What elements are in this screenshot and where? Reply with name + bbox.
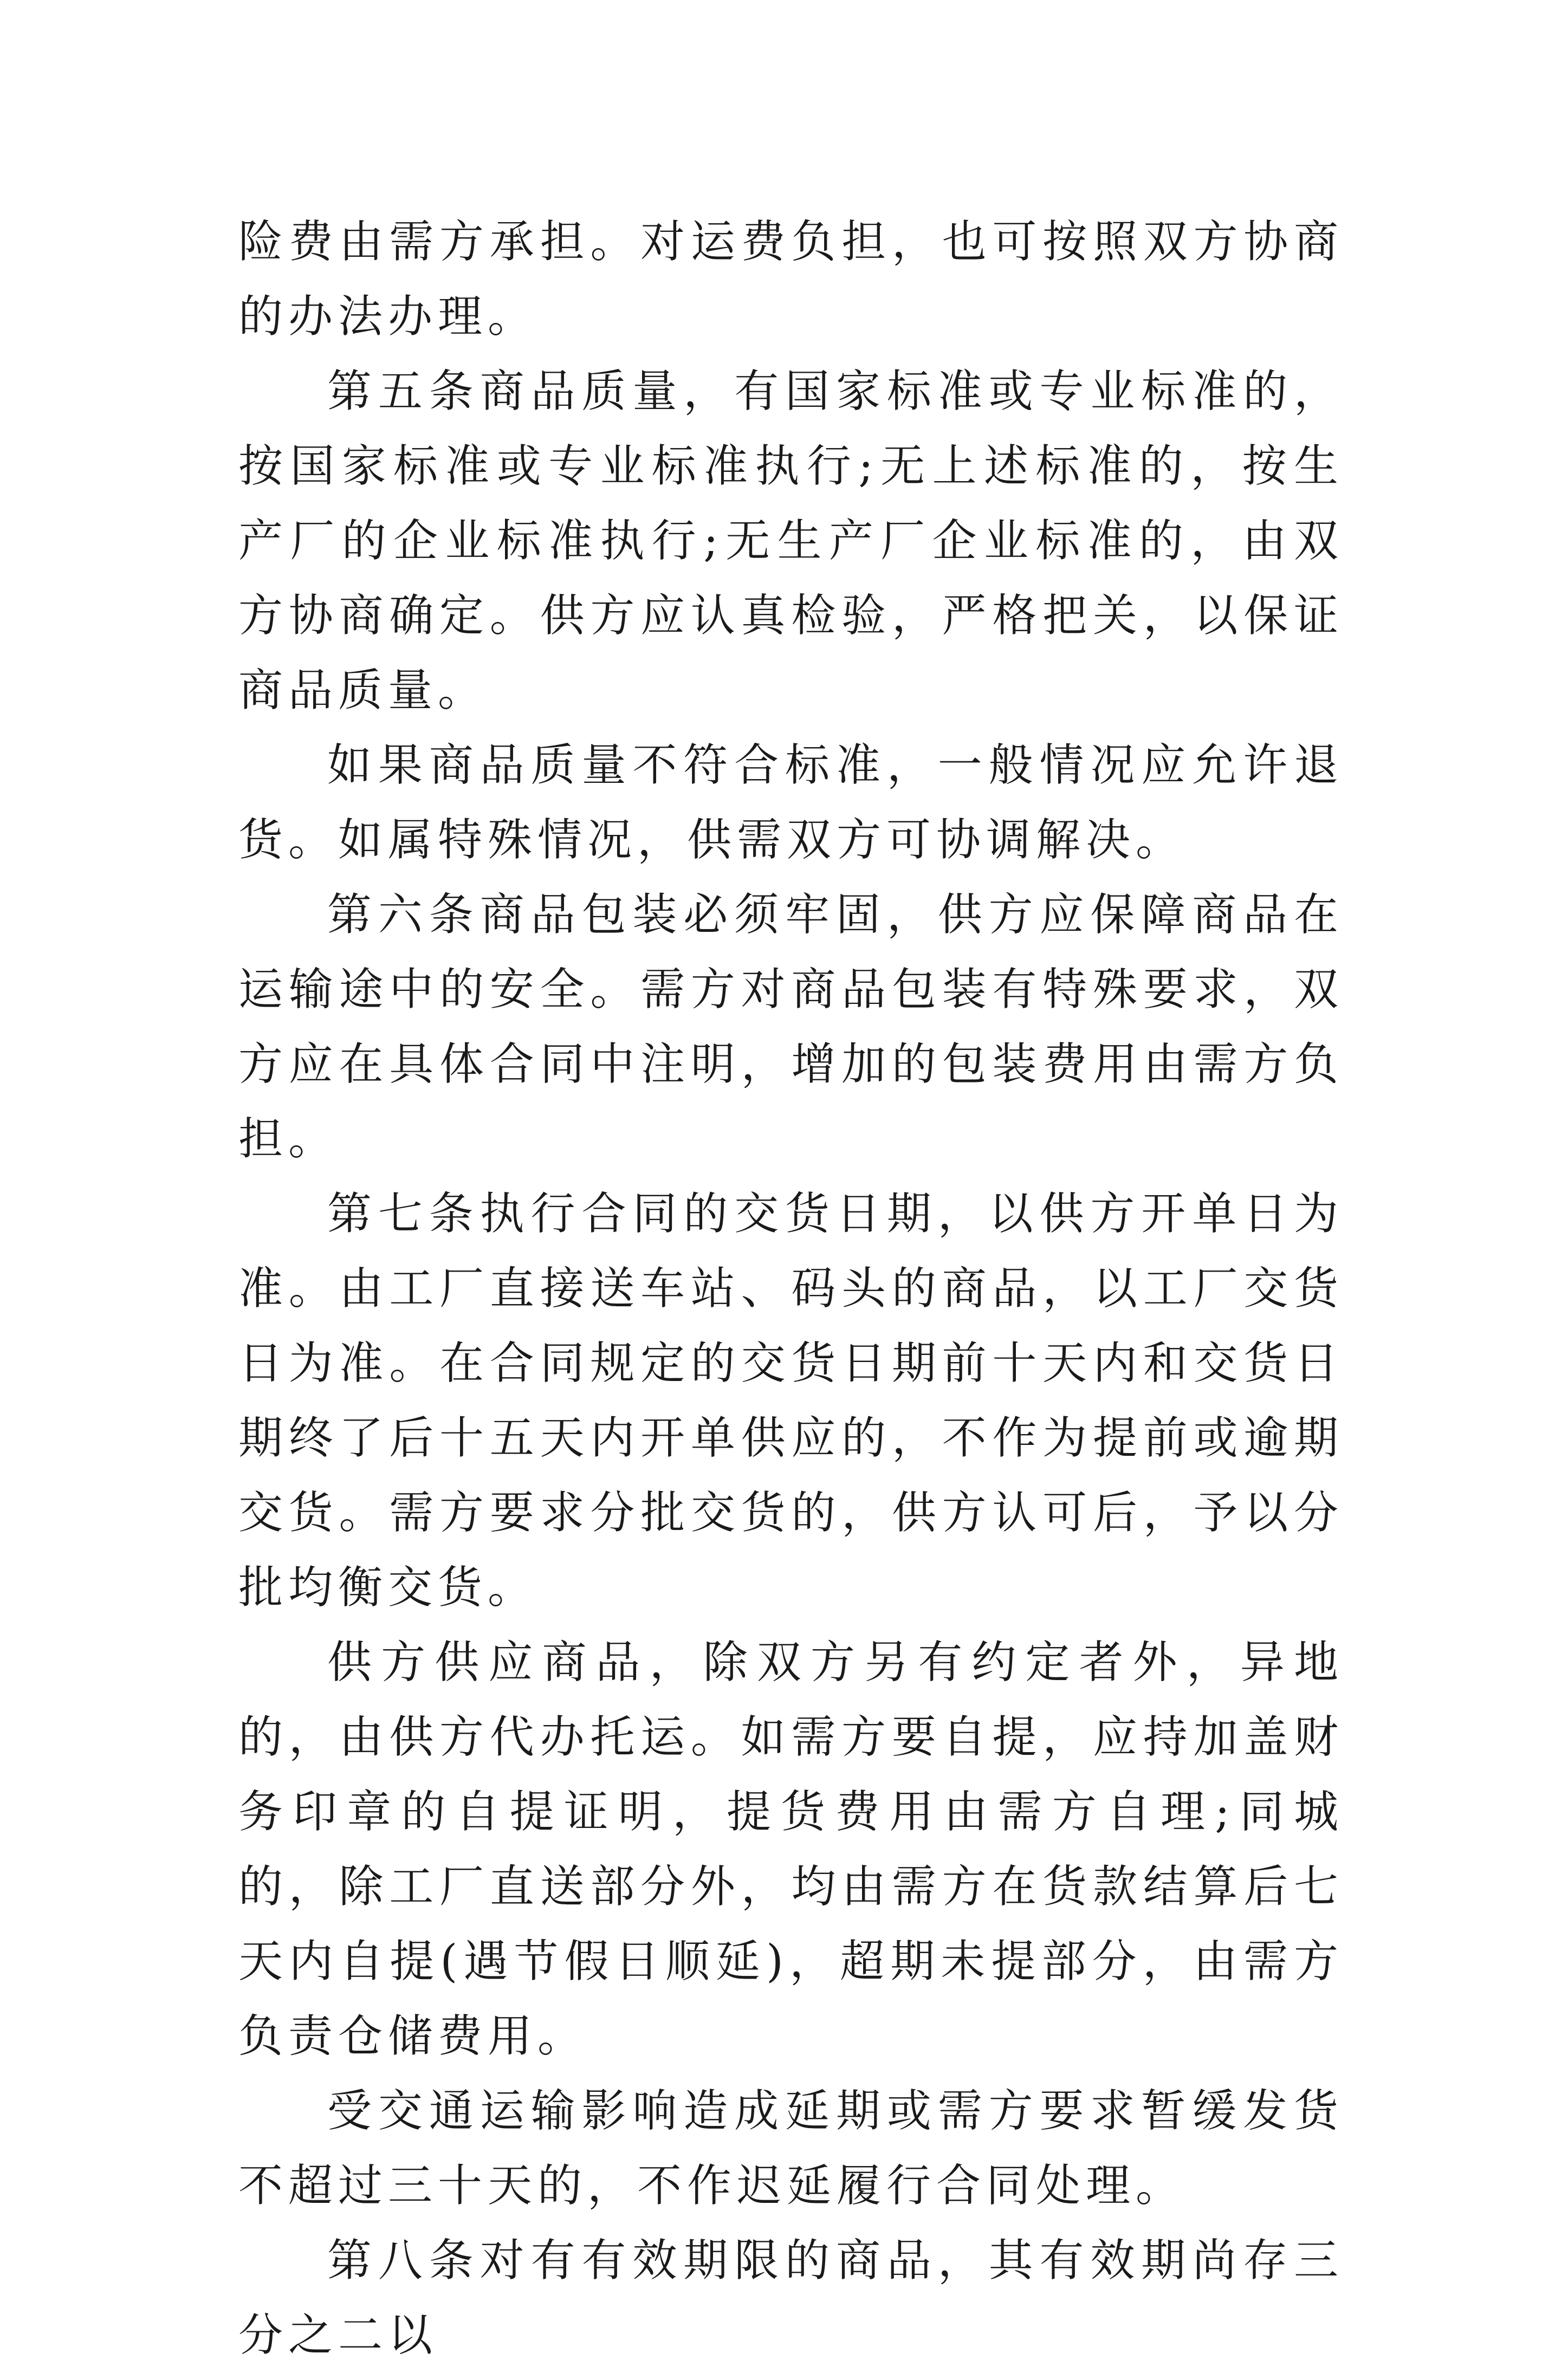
paragraph-quality-return: 如果商品质量不符合标准，一般情况应允许退货。如属特殊情况，供需双方可协调解决。: [238, 740, 1344, 866]
paragraph-transport-delay: 受交通运输影响造成延期或需方要求暂缓发货不超过三十天的，不作迟延履行合同处理。: [238, 2085, 1344, 2212]
paragraph-supply-delivery: 供方供应商品，除双方另有约定者外，异地的，由供方代办托运。如需方要自提，应持加盖财务印章的自提证明，提货费用由需方自理;同城的，除工厂直送部分外，均由需方在货款结算后七天内自提(遇节假日顺延)，超期未提部分，由需方负责仓储费用。: [238, 1637, 1344, 2062]
paragraph-article-8: 第八条对有有效期限的商品，其有效期尚存三分之二以: [238, 2235, 1344, 2361]
paragraph-continuation: 险费由需方承担。对运费负担，也可按照双方协商的办法办理。: [238, 216, 1344, 342]
paragraph-article-6: 第六条商品包装必须牢固，供方应保障商品在运输途中的安全。需方对商品包装有特殊要求，双方应在具体合同中注明，增加的包装费用由需方负担。: [238, 889, 1344, 1165]
paragraph-article-5: 第五条商品质量，有国家标准或专业标准的，按国家标准或专业标准执行;无上述标准的，按生产厂的企业标准执行;无生产厂企业标准的，由双方协商确定。供方应认真检验，严格把关，以保证商品质量。: [238, 366, 1344, 716]
document-body: [238, 205, 1344, 2373]
paragraph-article-7: 第七条执行合同的交货日期，以供方开单日为准。由工厂直接送车站、码头的商品，以工厂交货日为准。在合同规定的交货日期前十天内和交货日期终了后十五天内开单供应的，不作为提前或逾期交货。需方要求分批交货的，供方认可后，予以分批均衡交货。: [238, 1188, 1344, 1613]
